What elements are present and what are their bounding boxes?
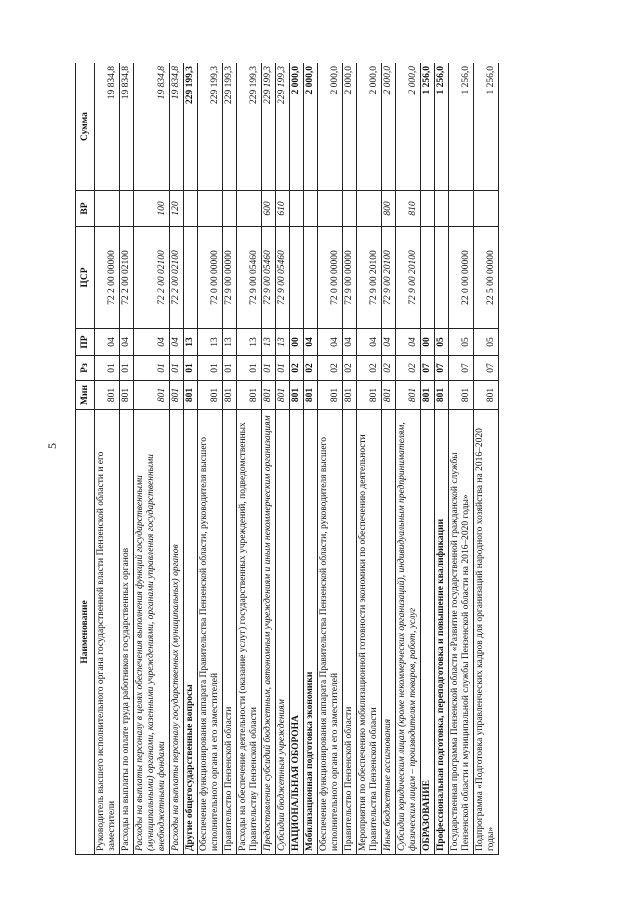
cell-vr [290, 191, 304, 227]
cell-csr [421, 227, 435, 329]
cell-rz: 01 [276, 356, 290, 381]
cell-pr: 04 [304, 329, 318, 356]
cell-sum: 19 834,8 [170, 63, 184, 191]
cell-csr [304, 227, 318, 329]
cell-sum: 1 256,0 [449, 63, 474, 191]
cell-pr: 05 [435, 329, 449, 356]
cell-rz: 01 [134, 356, 170, 381]
cell-sum: 1 256,0 [421, 63, 435, 191]
cell-name: Субсидии юридическим лицам (кроме некоммерческих организаций), индивидуальным предпринимателям, физическим лицам – производителям товаров, работ, услуг [396, 410, 421, 855]
cell-min: 801 [396, 381, 421, 410]
cell-csr: 22 5 00 00000 [474, 227, 499, 329]
cell-sum: 229 199,3 [223, 63, 237, 191]
cell-pr: 04 [318, 329, 343, 356]
table-row [318, 63, 343, 855]
cell-min: 801 [474, 381, 499, 410]
cell-name: Обеспечение функционирования аппарата Правительства Пензенской области, руководителя высшего исполнительного органа и его заместителей [318, 410, 343, 855]
cell-name: ОБРАЗОВАНИЕ [421, 410, 435, 855]
cell-name: Расходы на выплаты по оплате труда работников государственных органов [120, 410, 134, 855]
table-row [474, 63, 499, 855]
table-row [290, 63, 304, 855]
cell-csr: 72 9 00 20100 [357, 227, 382, 329]
cell-pr: 05 [449, 329, 474, 356]
cell-name: Профессиональная подготовка, переподготовка и повышение квалификации [435, 410, 449, 855]
table-row [95, 63, 120, 855]
cell-csr [184, 227, 198, 329]
table-row [343, 63, 357, 855]
table-row [134, 63, 170, 855]
cell-vr [198, 191, 223, 227]
cell-pr: 00 [421, 329, 435, 356]
cell-min: 801 [318, 381, 343, 410]
cell-min: 801 [343, 381, 357, 410]
cell-pr: 04 [382, 329, 396, 356]
table-row [421, 63, 435, 855]
cell-rz: 01 [184, 356, 198, 381]
cell-rz: 02 [343, 356, 357, 381]
cell-csr: 72 9 00 00000 [223, 227, 237, 329]
cell-name: НАЦИОНАЛЬНАЯ ОБОРОНА [290, 410, 304, 855]
cell-vr [449, 191, 474, 227]
cell-vr [421, 191, 435, 227]
cell-min: 801 [276, 381, 290, 410]
cell-vr: 810 [396, 191, 421, 227]
cell-min: 801 [237, 381, 262, 410]
header-pr: ПР [76, 329, 95, 356]
cell-min: 801 [262, 381, 276, 410]
table-body [95, 63, 499, 855]
cell-name: Обеспечение функционирования аппарата Правительства Пензенской области, руководителя высшего исполнительного органа и его заместителей [198, 410, 223, 855]
budget-table [75, 63, 499, 855]
cell-rz: 01 [223, 356, 237, 381]
cell-rz: 07 [421, 356, 435, 381]
table-row [382, 63, 396, 855]
table-row [449, 63, 474, 855]
cell-pr: 04 [357, 329, 382, 356]
table-header-row [76, 63, 95, 855]
cell-min: 801 [290, 381, 304, 410]
cell-rz: 02 [318, 356, 343, 381]
cell-vr [435, 191, 449, 227]
cell-pr: 00 [290, 329, 304, 356]
cell-min: 801 [357, 381, 382, 410]
cell-sum: 229 199,3 [262, 63, 276, 191]
cell-vr [474, 191, 499, 227]
cell-csr: 72 0 00 00000 [198, 227, 223, 329]
cell-pr: 04 [170, 329, 184, 356]
cell-pr: 04 [343, 329, 357, 356]
cell-min: 801 [304, 381, 318, 410]
cell-min: 801 [198, 381, 223, 410]
cell-pr: 13 [198, 329, 223, 356]
cell-rz: 02 [396, 356, 421, 381]
table-row [184, 63, 198, 855]
cell-rz: 01 [95, 356, 120, 381]
cell-vr [95, 191, 120, 227]
cell-rz: 07 [435, 356, 449, 381]
table-row [357, 63, 382, 855]
cell-name: Мероприятия по обеспечению мобилизационной готовности экономики по обеспечению деятельности Правительства Пензенской области [357, 410, 382, 855]
cell-vr: 100 [134, 191, 170, 227]
table-row [170, 63, 184, 855]
cell-rz: 01 [120, 356, 134, 381]
budget-table-container [75, 63, 628, 855]
cell-vr: 120 [170, 191, 184, 227]
cell-name: Иные бюджетные ассигнования [382, 410, 396, 855]
cell-vr [357, 191, 382, 227]
cell-min: 801 [382, 381, 396, 410]
cell-pr: 13 [184, 329, 198, 356]
cell-min: 801 [134, 381, 170, 410]
cell-name: Субсидии бюджетным учреждениям [276, 410, 290, 855]
cell-sum: 2 000,0 [396, 63, 421, 191]
cell-csr: 72 9 00 05460 [276, 227, 290, 329]
cell-sum: 229 199,3 [198, 63, 223, 191]
cell-vr: 610 [276, 191, 290, 227]
cell-vr: 800 [382, 191, 396, 227]
cell-pr: 05 [474, 329, 499, 356]
cell-vr [304, 191, 318, 227]
cell-vr: 600 [262, 191, 276, 227]
cell-csr: 72 9 00 00000 [343, 227, 357, 329]
cell-pr: 13 [237, 329, 262, 356]
table-row [396, 63, 421, 855]
cell-sum: 2 000,0 [318, 63, 343, 191]
cell-pr: 04 [95, 329, 120, 356]
cell-vr [184, 191, 198, 227]
cell-name: Предоставление субсидий бюджетным, автономным учреждениям и иным некоммерческим организациям [262, 410, 276, 855]
cell-sum: 229 199,3 [276, 63, 290, 191]
cell-csr: 72 2 00 02100 [170, 227, 184, 329]
cell-rz: 02 [304, 356, 318, 381]
cell-csr [290, 227, 304, 329]
cell-csr: 22 0 00 00000 [449, 227, 474, 329]
cell-sum: 2 000,0 [304, 63, 318, 191]
cell-pr: 13 [223, 329, 237, 356]
cell-rz: 01 [170, 356, 184, 381]
table-row [304, 63, 318, 855]
cell-min: 801 [184, 381, 198, 410]
rotated-page [75, 63, 628, 855]
cell-csr [435, 227, 449, 329]
header-min: Мин [76, 381, 95, 410]
cell-csr: 72 9 00 20100 [396, 227, 421, 329]
cell-sum: 19 834,8 [134, 63, 170, 191]
table-row [276, 63, 290, 855]
table-row [262, 63, 276, 855]
table-row [120, 63, 134, 855]
cell-rz: 02 [357, 356, 382, 381]
cell-sum: 2 000,0 [290, 63, 304, 191]
cell-name: Государственная программа Пензенской области «Развитие государственной гражданской службы Пензенской области и муниципальной службы Пензенской области на 2016–2020 годы» [449, 410, 474, 855]
cell-csr: 72 9 00 20100 [382, 227, 396, 329]
cell-sum: 229 199,3 [237, 63, 262, 191]
cell-name: Другие общегосударственные вопросы [184, 410, 198, 855]
cell-rz: 02 [290, 356, 304, 381]
cell-vr [237, 191, 262, 227]
cell-csr: 72 9 00 05460 [262, 227, 276, 329]
cell-sum: 2 000,0 [382, 63, 396, 191]
header-rz: Рз [76, 356, 95, 381]
header-name: Наименование [76, 410, 95, 855]
cell-pr: 04 [396, 329, 421, 356]
cell-vr [120, 191, 134, 227]
cell-rz: 02 [382, 356, 396, 381]
cell-min: 801 [435, 381, 449, 410]
cell-rz: 07 [449, 356, 474, 381]
cell-vr [318, 191, 343, 227]
cell-csr: 72 2 00 02100 [134, 227, 170, 329]
cell-min: 801 [120, 381, 134, 410]
cell-csr: 72 0 00 00000 [318, 227, 343, 329]
table-row [435, 63, 449, 855]
cell-pr: 13 [276, 329, 290, 356]
cell-csr: 72 9 00 05460 [237, 227, 262, 329]
cell-name: Расходы на выплаты персоналу в целях обеспечения выполнения функций государственными (муниципальными) органами, казенными учреждениями, органами управления государственными внебюджетными фондами [134, 410, 170, 855]
cell-name: Мобилизационная подготовка экономики [304, 410, 318, 855]
header-vr: ВР [76, 191, 95, 227]
cell-min: 801 [95, 381, 120, 410]
cell-pr: 13 [262, 329, 276, 356]
cell-sum: 19 834,8 [120, 63, 134, 191]
table-row [223, 63, 237, 855]
cell-name: Правительство Пензенской области [223, 410, 237, 855]
cell-rz: 07 [474, 356, 499, 381]
cell-sum: 229 199,3 [184, 63, 198, 191]
cell-vr [343, 191, 357, 227]
cell-min: 801 [449, 381, 474, 410]
table-row [198, 63, 223, 855]
cell-sum: 2 000,0 [343, 63, 357, 191]
table-row [237, 63, 262, 855]
cell-csr: 72 2 00 02100 [120, 227, 134, 329]
cell-csr: 72 2 00 00000 [95, 227, 120, 329]
cell-rz: 01 [262, 356, 276, 381]
cell-name: Подпрограмма «Подготовка управленческих кадров для организаций народного хозяйства на 2016–2020 годы» [474, 410, 499, 855]
cell-name: Расходы на обеспечение деятельности (оказание услуг) государственных учреждений, подведомственных Правительству Пензенской области [237, 410, 262, 855]
cell-sum: 19 834,8 [95, 63, 120, 191]
cell-name: Правительство Пензенской области [343, 410, 357, 855]
cell-sum: 2 000,0 [357, 63, 382, 191]
cell-min: 801 [223, 381, 237, 410]
cell-name: Расходы на выплаты персоналу государственных (муниципальных) органов [170, 410, 184, 855]
cell-rz: 01 [237, 356, 262, 381]
cell-sum: 1 256,0 [435, 63, 449, 191]
cell-rz: 01 [198, 356, 223, 381]
header-sum: Сумма [76, 63, 95, 191]
header-csr: ЦСР [76, 227, 95, 329]
cell-pr: 04 [120, 329, 134, 356]
cell-min: 801 [170, 381, 184, 410]
cell-pr: 04 [134, 329, 170, 356]
cell-vr [223, 191, 237, 227]
cell-name: Руководитель высшего исполнительного органа государственной власти Пензенской области и его заместители [95, 410, 120, 855]
cell-min: 801 [421, 381, 435, 410]
cell-sum: 1 256,0 [474, 63, 499, 191]
page-number: 5 [45, 443, 59, 449]
